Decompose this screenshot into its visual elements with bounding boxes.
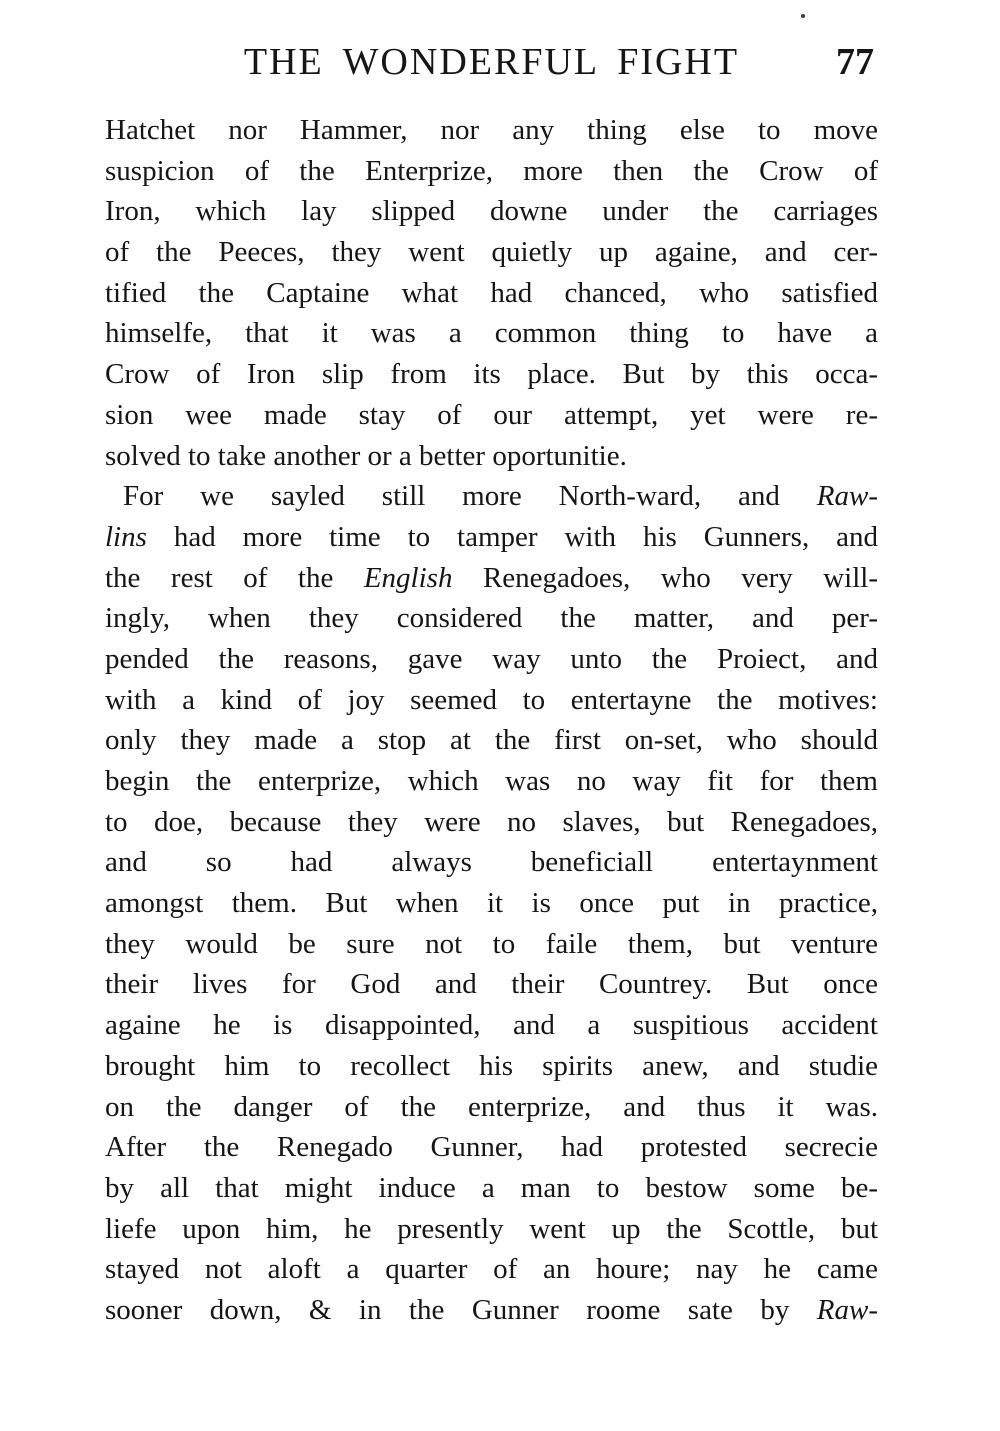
text-line (105, 924, 878, 965)
text-segment: liefe upon him, he presently went up the Scottle, but (105, 1212, 878, 1245)
text-segment: and so had always beneficiall entertaynment (105, 846, 878, 879)
text-line (105, 1249, 878, 1290)
text-line (105, 1209, 878, 1250)
text-line (105, 1127, 878, 1168)
text-line (105, 476, 878, 517)
text-segment: by all that might induce a man to bestow some be- (105, 1171, 878, 1204)
text-segment: Crow of Iron slip from its place. But by this occa- (105, 358, 878, 391)
text-line (105, 720, 878, 761)
text-segment: the rest of the (105, 561, 364, 594)
text-segment: on the danger of the enterprize, and thus it was. (105, 1090, 878, 1123)
text-line (105, 1005, 878, 1046)
text-segment: After the Renegado Gunner, had protested secrecie (105, 1131, 878, 1164)
text-segment: they would be sure not to faile them, but venture (105, 927, 878, 960)
text-line (105, 436, 878, 477)
page-title: THE WONDERFUL FIGHT (243, 41, 740, 83)
text-line (105, 517, 878, 558)
text-segment: sooner down, & in the Gunner roome sate by (105, 1293, 817, 1326)
text-segment: amongst them. But when it is once put in practice, (105, 887, 878, 920)
text-line (105, 1046, 878, 1087)
text-line (105, 354, 878, 395)
text-segment: againe he is disappointed, and a suspitious accident (105, 1009, 878, 1042)
text-line (105, 842, 878, 883)
text-line (105, 1087, 878, 1128)
text-segment: stayed not aloft a quarter of an houre; nay he came (105, 1253, 878, 1286)
text-segment: of the Peeces, they went quietly up againe, and cer- (105, 236, 878, 269)
text-segment: Hatchet nor Hammer, nor any thing else to move (105, 114, 878, 146)
text-segment: solved to take another or a better oportunitie. (105, 439, 627, 472)
text-line (105, 558, 878, 599)
text-line (105, 964, 878, 1005)
page-number: 77 (836, 41, 874, 83)
text-segment: sion wee made stay of our attempt, yet were re- (105, 398, 878, 431)
text-line (105, 883, 878, 924)
text-segment: to doe, because they were no slaves, but Renegadoes, (105, 805, 878, 838)
text-segment: with a kind of joy seemed to entertayne the motives: (105, 683, 878, 716)
text-segment: Iron, which lay slipped downe under the carriages (105, 195, 878, 228)
text-line (105, 110, 878, 151)
text-line (105, 395, 878, 436)
text-segment: brought him to recollect his spirits anew, and studie (105, 1049, 878, 1082)
text-segment: had more time to tamper with his Gunners, and (146, 520, 878, 553)
text-segment: begin the enterprize, which was no way fit for them (105, 765, 878, 797)
text-segment: pended the reasons, gave way unto the Proiect, and (105, 642, 878, 675)
page-text (105, 110, 878, 1331)
text-line (105, 151, 878, 192)
text-line (105, 761, 878, 802)
text-line (105, 1290, 878, 1331)
text-line (105, 313, 878, 354)
text-line (105, 802, 878, 843)
text-segment: himselfe, that it was a common thing to have a (105, 317, 878, 350)
italic-text-segment: English (363, 561, 453, 594)
text-line (105, 598, 878, 639)
text-segment: For we sayled still more North-ward, and (123, 480, 817, 513)
italic-text-segment: Raw- (816, 1293, 878, 1326)
text-segment: suspicion of the Enterprize, more then the Crow of (105, 154, 878, 187)
italic-text-segment: Raw- (816, 480, 878, 513)
ink-speck (801, 14, 805, 18)
text-segment: Renegadoes, who very will- (452, 561, 878, 594)
text-line (105, 680, 878, 721)
running-header (105, 40, 878, 86)
text-segment: only they made a stop at the first on-set, who should (105, 724, 878, 757)
text-line (105, 232, 878, 273)
text-segment: tified the Captaine what had chanced, who satisfied (105, 276, 878, 309)
text-segment: their lives for God and their Countrey. But once (105, 968, 878, 1001)
text-segment: ingly, when they considered the matter, and per- (105, 602, 878, 635)
text-line (105, 273, 878, 314)
italic-text-segment: lins (105, 520, 147, 553)
text-line (105, 639, 878, 680)
text-line (105, 1168, 878, 1209)
text-line (105, 191, 878, 232)
